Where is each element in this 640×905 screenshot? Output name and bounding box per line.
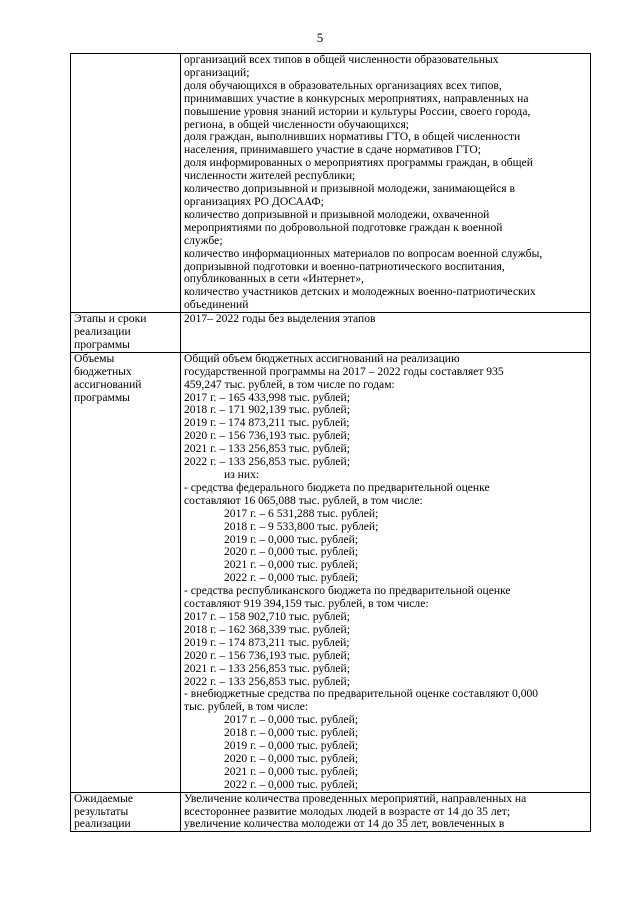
content-line: организациях РО ДОСААФ; bbox=[184, 195, 324, 208]
row-label-cell bbox=[71, 54, 181, 313]
row-label-cell bbox=[71, 352, 181, 792]
row-budget-allocations bbox=[71, 352, 591, 792]
content-line: 2020 г. – 0,000 тыс. рублей; bbox=[224, 752, 359, 765]
content-line: 2018 г. – 0,000 тыс. рублей; bbox=[224, 727, 359, 740]
row-label-line: программы bbox=[74, 338, 130, 351]
content-line: 2020 г. – 156 736,193 тыс. рублей; bbox=[184, 649, 350, 662]
row-content-cell bbox=[181, 792, 591, 832]
content-line: 2017– 2022 годы без выделения этапов bbox=[184, 313, 376, 326]
content-line: численности жителей республики; bbox=[184, 170, 356, 183]
row-label-line: Объемы bbox=[74, 352, 115, 365]
row-content-cell bbox=[181, 54, 591, 313]
content-line: 2022 г. – 0,000 тыс. рублей; bbox=[224, 572, 359, 585]
content-line: 2019 г. – 0,000 тыс. рублей; bbox=[224, 740, 359, 753]
row-stages-and-terms bbox=[71, 313, 591, 353]
content-line: количество участников детских и молодежных военно-патриотических bbox=[184, 286, 536, 299]
page-number: 5 bbox=[316, 30, 324, 45]
row-label-line: результаты bbox=[74, 805, 129, 818]
content-line: региона, в общей численности обучающихся; bbox=[184, 118, 409, 131]
program-passport-table bbox=[70, 53, 591, 832]
content-line: объединений bbox=[184, 299, 249, 312]
content-line: 2020 г. – 156 736,193 тыс. рублей; bbox=[184, 430, 350, 443]
content-line: принимавших участие в конкурсных мероприятиях, направленных на bbox=[184, 92, 529, 105]
content-line: 2017 г. – 0,000 тыс. рублей; bbox=[224, 714, 359, 727]
row-label-line: Этапы и сроки bbox=[74, 313, 147, 326]
content-line: Увеличение количества проведенных мероприятий, направленных на bbox=[184, 792, 527, 805]
content-line: 2019 г. – 174 873,211 тыс. рублей; bbox=[184, 636, 350, 649]
content-line: 2022 г. – 0,000 тыс. рублей; bbox=[224, 778, 359, 791]
content-line: 2018 г. – 171 902,139 тыс. рублей; bbox=[184, 404, 350, 417]
content-line: 2021 г. – 133 256,853 тыс. рублей; bbox=[184, 662, 350, 675]
content-line: службе; bbox=[184, 234, 223, 247]
row-label-cell bbox=[71, 313, 181, 353]
content-line: 2022 г. – 133 256,853 тыс. рублей; bbox=[184, 456, 350, 469]
content-line: доля обучающихся в образовательных организациях всех типов, bbox=[184, 79, 502, 92]
row-label-line: реализации bbox=[74, 326, 131, 339]
content-line: количество допризывной и призывной молодежи, занимающейся в bbox=[184, 183, 515, 196]
content-line: всестороннее развитие молодых людей в возрасте от 14 до 35 лет; bbox=[184, 805, 511, 818]
content-line: 2019 г. – 0,000 тыс. рублей; bbox=[224, 533, 359, 546]
content-line: количество допризывной и призывной молодежи, охваченной bbox=[184, 208, 490, 221]
row-label-line: реализации bbox=[74, 818, 131, 831]
content-line: Общий объем бюджетных ассигнований на реализацию bbox=[184, 352, 460, 365]
content-line: - внебюджетные средства по предварительной оценке составляют 0,000 bbox=[184, 688, 539, 701]
content-line: 2021 г. – 0,000 тыс. рублей; bbox=[224, 559, 359, 572]
content-line: допризывной подготовки и военно-патриотического воспитания, bbox=[184, 260, 505, 273]
content-line: составляют 16 065,088 тыс. рублей, в том числе: bbox=[184, 494, 423, 507]
content-line: тыс. рублей, в том числе: bbox=[184, 701, 309, 714]
content-line: организаций; bbox=[184, 66, 250, 79]
content-line: 2017 г. – 6 531,288 тыс. рублей; bbox=[224, 507, 379, 520]
content-line: повышение уровня знаний истории и культуры России, своего города, bbox=[184, 105, 531, 118]
content-line: - средства республиканского бюджета по предварительной оценке bbox=[184, 585, 511, 598]
row-expected-results bbox=[71, 792, 591, 832]
row-label-line: программы bbox=[74, 391, 130, 404]
row-content-cell bbox=[181, 313, 591, 353]
content-line: 2021 г. – 133 256,853 тыс. рублей; bbox=[184, 443, 350, 456]
content-line: мероприятиями по добровольной подготовке граждан к военной bbox=[184, 221, 503, 234]
content-line: населения, принимавшего участие в сдаче нормативов ГТО; bbox=[184, 144, 481, 157]
content-line: 2017 г. – 165 433,998 тыс. рублей; bbox=[184, 391, 350, 404]
content-line: составляют 919 394,159 тыс. рублей, в том числе: bbox=[184, 598, 429, 611]
content-line: 2018 г. – 162 368,339 тыс. рублей; bbox=[184, 623, 350, 636]
content-line: государственной программы на 2017 – 2022 годы составляет 935 bbox=[184, 365, 504, 378]
content-line: опубликованных в сети «Интернет», bbox=[184, 273, 364, 286]
content-line: 2022 г. – 133 256,853 тыс. рублей; bbox=[184, 675, 350, 688]
content-line: организаций всех типов в общей численности образовательных bbox=[184, 54, 499, 66]
content-line: 2021 г. – 0,000 тыс. рублей; bbox=[224, 765, 359, 778]
content-line: 2019 г. – 174 873,211 тыс. рублей; bbox=[184, 417, 350, 430]
content-line: 2017 г. – 158 902,710 тыс. рублей; bbox=[184, 610, 350, 623]
content-line: 2020 г. – 0,000 тыс. рублей; bbox=[224, 546, 359, 559]
row-indicators bbox=[71, 54, 591, 313]
row-content-cell bbox=[181, 352, 591, 792]
row-label-line: ассигнований bbox=[74, 378, 142, 391]
content-line: количество информационных материалов по вопросам военной службы, bbox=[184, 247, 543, 260]
content-line: доля граждан, выполнивших нормативы ГТО, в общей численности bbox=[184, 131, 521, 144]
content-line: из них: bbox=[224, 469, 260, 481]
content-line: увеличение количества молодежи от 14 до 35 лет, вовлеченных в bbox=[184, 818, 505, 831]
row-label-cell bbox=[71, 792, 181, 832]
content-line: - средства федерального бюджета по предварительной оценке bbox=[184, 481, 490, 494]
row-label-line: Ожидаемые bbox=[74, 792, 134, 805]
content-line: 459,247 тыс. рублей, в том числе по годам: bbox=[184, 378, 395, 391]
row-label-line: бюджетных bbox=[74, 365, 132, 378]
content-line: доля информированных о мероприятиях программы граждан, в общей bbox=[184, 157, 533, 170]
content-line: 2018 г. – 9 533,800 тыс. рублей; bbox=[224, 520, 379, 533]
